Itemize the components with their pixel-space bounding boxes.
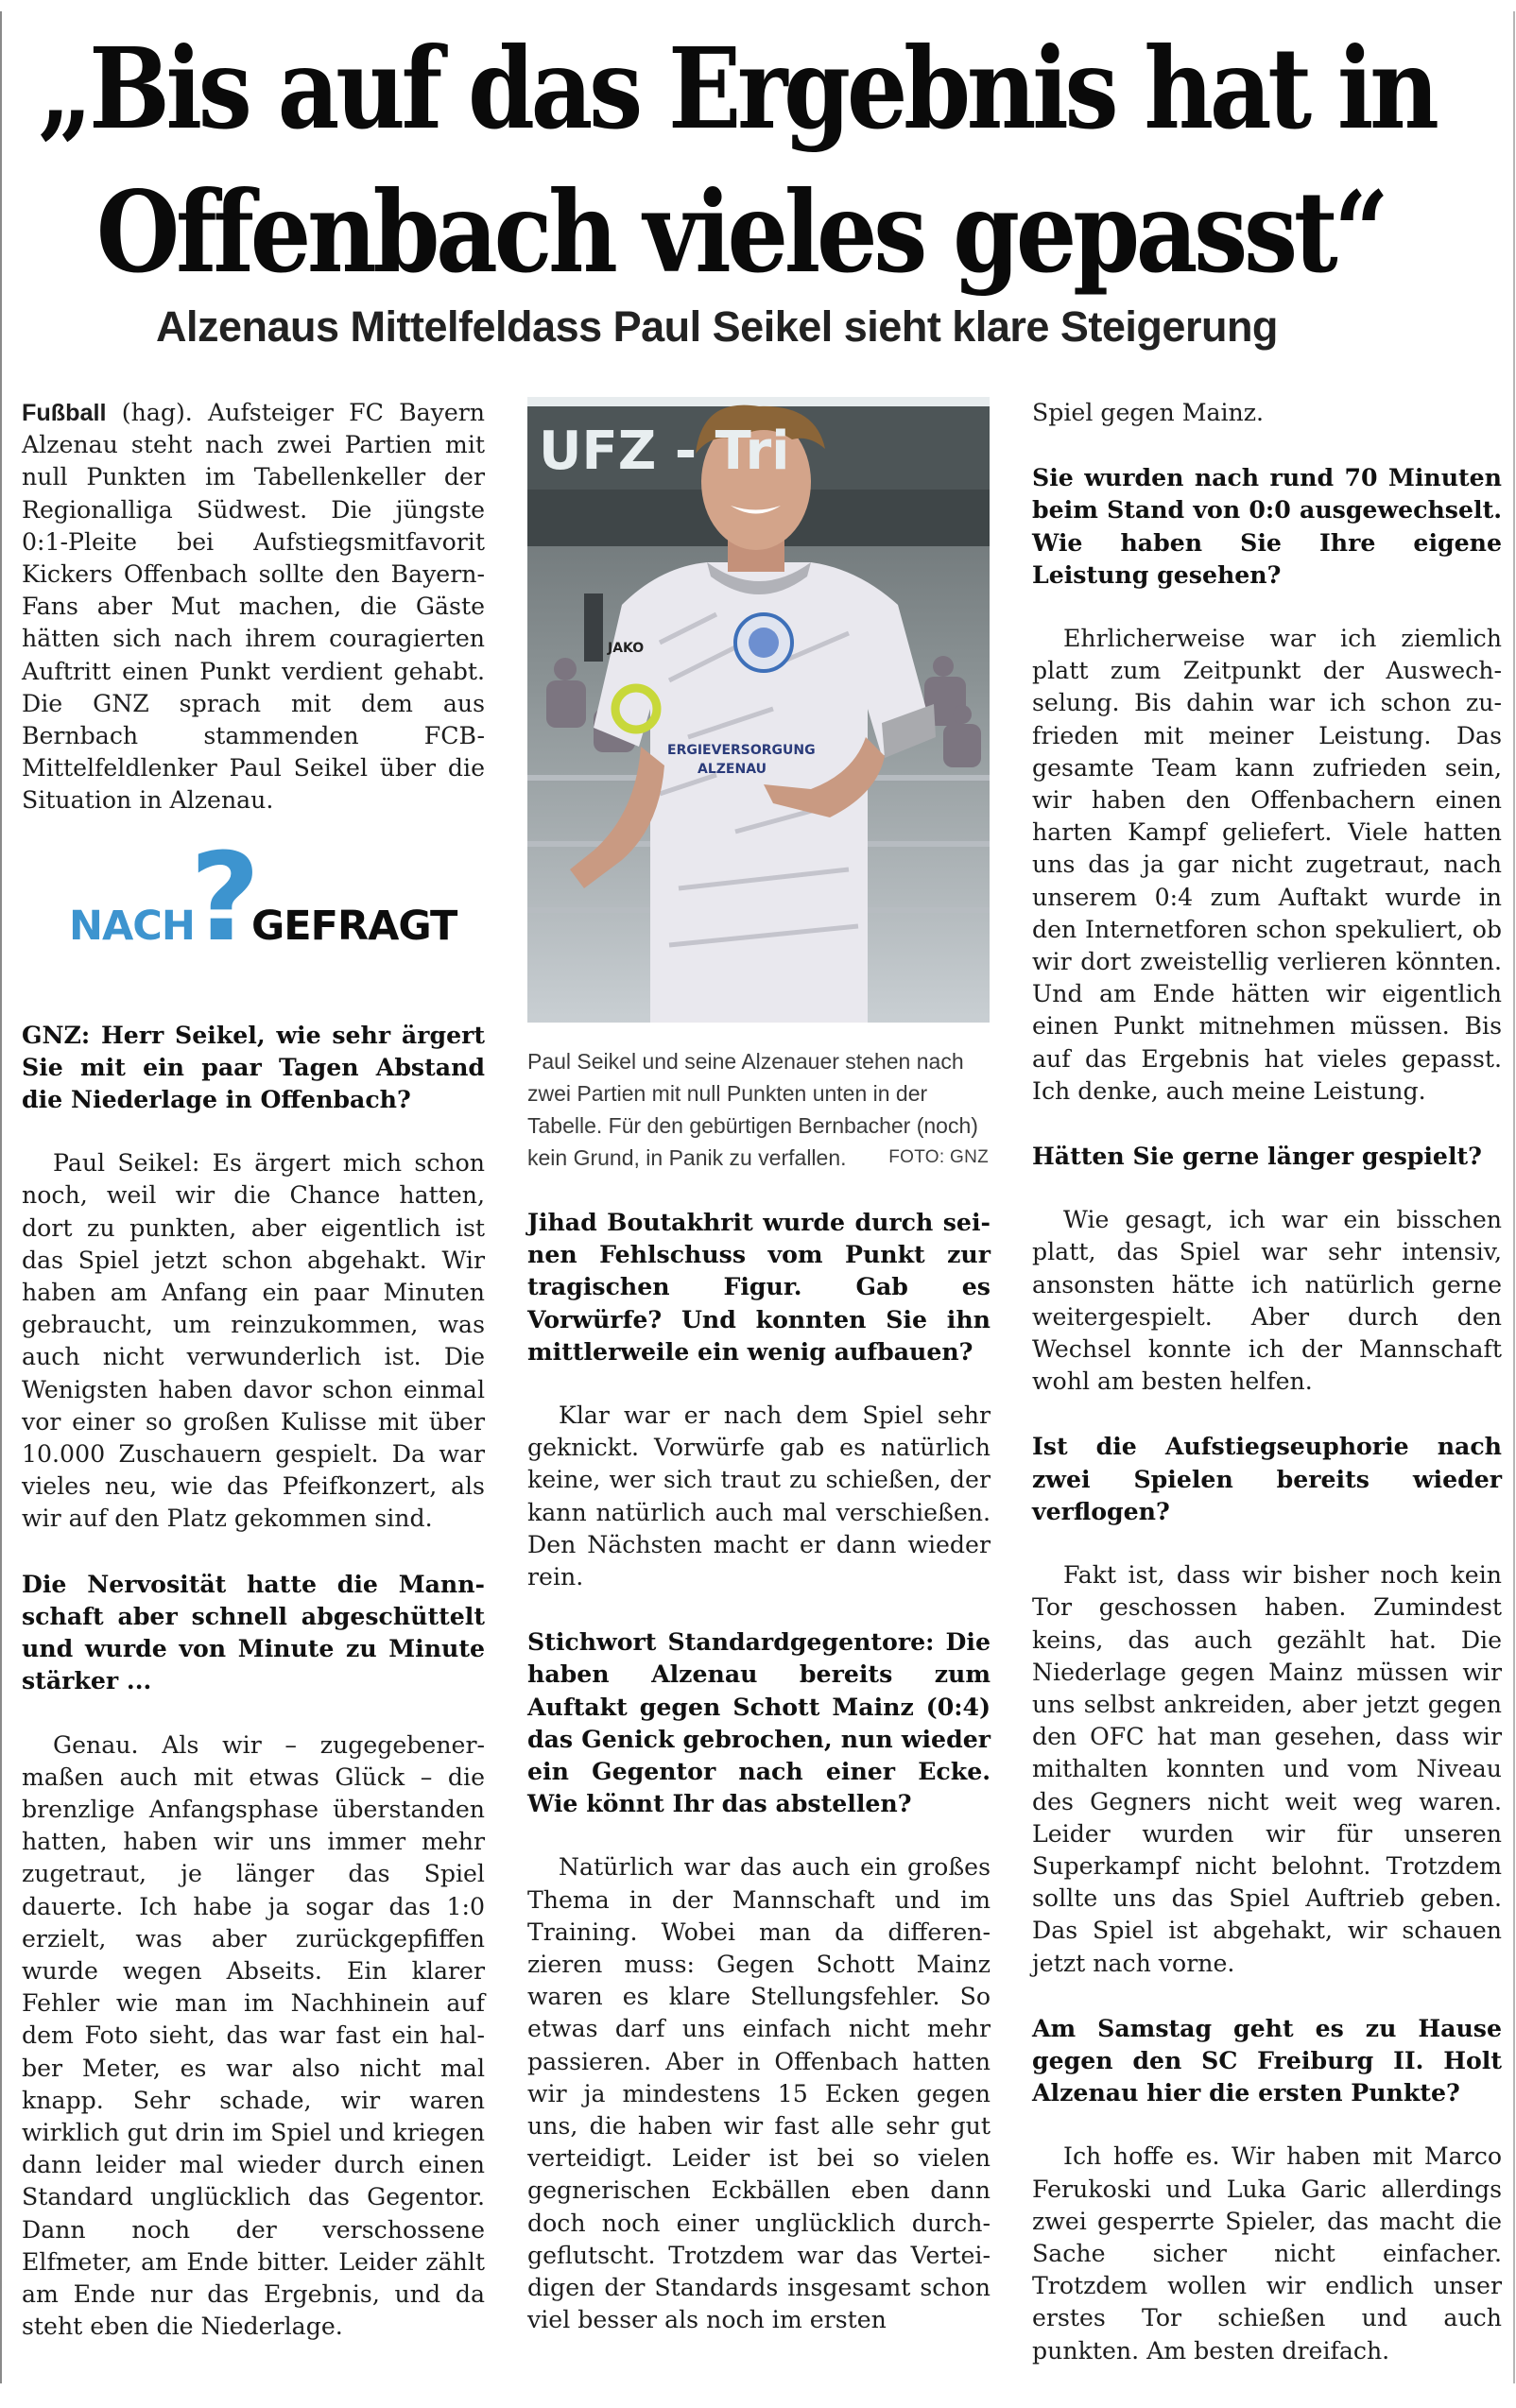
photo-caption [527,1045,991,1174]
shirt-sponsor-line2: ALZENAU [698,762,767,777]
column-middle [527,397,991,2337]
interview-question: Die Nervosität hatte die Mannschaft aber schnell abgeschüttelt und wurde von Minute zu Minute stärker ... [22,1569,485,1695]
question-mark-icon: ? [190,827,261,969]
interview-question: Ist die Aufstiegseuphorie nach zwei Spielen bereits wieder verflogen? [1032,1432,1502,1525]
player-photo [527,397,990,1023]
shirt-brand: JAKO [608,641,645,656]
player-photo-image [527,397,990,1023]
column-left [22,397,485,2343]
interview-answer: Fakt ist, dass wir bisher noch kein Tor geschossen haben. Zumindest keins, das auch gezählt hat. Die Niederlage gegen Mainz müssen wir uns selbst ankreiden, aber jetzt gegen den OFC hat man gesehen, dass wir mithalten konnten und vom Niveau des Gegners nicht weit weg waren. Leider wurden wir für unseren Superkampf nicht belohnt. Trotzdem sollte uns das Spiel Auftrieb geben. Das Spiel ist abgehakt, wir schauen jetzt nach vorne. [1032,1561,1502,1977]
page-border-left [0,11,2,2383]
lead-text: (hag). Aufsteiger FC Bayern Alzenau steht nach zwei Partien mit null Punkten im Tabellenkeller der Regionalliga Südwest. Die jüngste 0:1-Pleite bei Aufstiegsmitfavorit Kickers Offenbach sollte den Bayern-Fans aber Mut machen, die Gäste hätten sich nach ihrem couragierten Auftritt einen Punkt verdient gehabt. Die GNZ sprach mit dem aus Bernbach stammenden FCB-Mittelfeldlenker Paul Seikel über die Situation in Alzenau. [22,399,485,815]
interview-question: Hätten Sie gerne länger gespielt? [1032,1142,1482,1171]
interview-answer: Ehrlicherweise war ich ziemlich platt zum Zeitpunkt der Auswechselung. Bis dahin war ich schon zufrieden mit meiner Leistung. Das gesamte Team kann zufrieden sein, wir haben den Offenbachern einen harten Kampf geliefert. Viele hatten uns das ja gar nicht zugetraut, nach unserem 0:4 zum Auftakt wurde in den Internetforen schon spekuliert, ob wir dort zweistellig verlieren könnten. Und am Ende hätten wir eigentlich einen Punkt mitnehmen müssen. Bis auf das Ergebnis hat vieles gepasst. Ich denke, auch meine Leistung. [1032,625,1502,1105]
stadium-sign: UFZ - Tri [539,421,790,482]
interview-question: Am Samstag geht es zu Hause gegen den SC Freiburg II. Holt Alzenau hier die ersten Punkte? [1032,2013,1502,2107]
subheadline: Alzenaus Mittelfeldass Paul Seikel sieht klare Steigerung [156,302,1278,351]
lead-paragraph [22,397,485,817]
interview-question: GNZ: Herr Seikel, wie sehr ärgert Sie mit ein paar Tagen Abstand die Niederlage in Offenbach? [22,1020,485,1114]
logo-nach: NACH [69,902,195,950]
nachgefragt-logo [22,827,485,998]
interview-answer: Ich hoffe es. Wir haben mit Marco Ferukoski und Luka Garic allerdings zwei gesperrte Spieler, das macht die Sache sicher nicht einfacher. Trotzdem wollen wir endlich unser erstes Tor schießen und auch punkten. Am besten dreifach. [1032,2142,1502,2365]
interview-question: Jihad Boutakhrit wurde durch seinen Fehlschuss vom Punkt zur tragischen Figur. Gab es Vorwürfe? Und konnten Sie ihn mittlerweile ein wenig aufbauen? [527,1208,991,1366]
interview-answer: Wie gesagt, ich war ein bisschen platt, das Spiel war sehr intensiv, ansonsten hätte ich natürlich gerne weitergespielt. Aber durch den Wechsel konnte ich der Mannschaft wohl am besten helfen. [1032,1206,1502,1396]
interview-answer-continued: Spiel gegen Mainz. [1032,399,1265,426]
interview-answer: Natürlich war das auch ein großes Thema in der Mannschaft und im Training. Wobei man da differenzieren muss: Gegen Schott Mainz waren es klare Stellungsfehler. So etwas darf uns einfach nicht mehr passieren. Aber in Offenbach hatten wir ja mindestens 15 Ecken gegen uns, die haben wir fast alle sehr gut verteidigt. Leider ist bei so vielen gegnerischen Eckbällen eben dann doch noch einer unglücklich durchgeflutscht. Trotzdem war das Verteidigen der Standards insgesamt schon viel besser als noch im ersten [527,1853,991,2334]
interview-question: Sie wurden nach rund 70 Minuten beim Stand von 0:0 ausgewechselt. Wie haben Sie Ihre eigene Leistung gesehen? [1032,463,1502,589]
interview-answer: Genau. Als wir – zugegebenermaßen auch mit etwas Glück – die brenzlige Anfangsphase überstanden hatten, haben wir uns immer mehr zugetraut, je länger das Spiel dauerte. Ich habe ja sogar das 1:0 erzielt, was aber zurückgepfiffen wurde wegen Abseits. Ein klarer Fehler wie man im Nachhinein auf dem Foto sieht, das war fast ein halber Meter, es war also nicht mal knapp. Sehr schade, wir waren wirklich gut drin im Spiel und kriegen dann leider mal wieder durch einen Standard unglücklich das Gegentor. Dann noch der verschossene Elfmeter, am Ende bitter. Leider zählt am Ende nur das Ergebnis, und da steht eben die Niederlage. [22,1730,485,2341]
headline-line-2: Offenbach vieles gepasst“ [95,166,1386,298]
column-right [1032,397,1502,2367]
headline-line-1: „Bis auf das Ergebnis hat in [38,23,1436,154]
shirt-sponsor-line1: ERGIEVERSORGUNG [667,743,816,758]
interview-question: Stichwort Standardgegentore: Die haben Alzenau bereits zum Auftakt gegen Schott Mainz (0:4) das Genick gebrochen, nun wieder ein Gegentor nach einer Ecke. Wie könnt Ihr das abstellen? [527,1627,991,1818]
photo-caption-text: Paul Seikel und seine Alzenauer stehen nach zwei Partien mit null Punkten unten in der Tabelle. Für den gebürtigen Bernbacher (noch) kein Grund, in Panik zu verfallen. [527,1049,978,1170]
interview-answer: Klar war er nach dem Spiel sehr geknickt. Vorwürfe gab es natürlich keine, wer sich traut zu schießen, der kann natürlich auch mal verschießen. Den Nächsten macht er dann wieder rein. [527,1402,991,1591]
page-border-right [1513,11,1515,2383]
headline [38,17,1436,304]
interview-answer: Paul Seikel: Es ärgert mich schon noch, weil wir die Chance hatten, dort zu punkten, aber eigentlich ist das Spiel jetzt schon abgehakt. Wir haben am Anfang ein paar Minuten gebraucht, um reinzukommen, was auch nicht verwunderlich ist. Die Wenigsten haben davor schon einmal vor einer so großen Kulisse mit über 10.000 Zuschauern gespielt. Da war vieles neu, wie das Pfeifkonzert, als wir auf den Platz gekommen sind. [22,1149,485,1533]
lead-rubric: Fußball [22,400,107,426]
logo-gefragt: GEFRAGT [251,902,457,950]
photo-credit: FOTO: GNZ [888,1147,989,1167]
